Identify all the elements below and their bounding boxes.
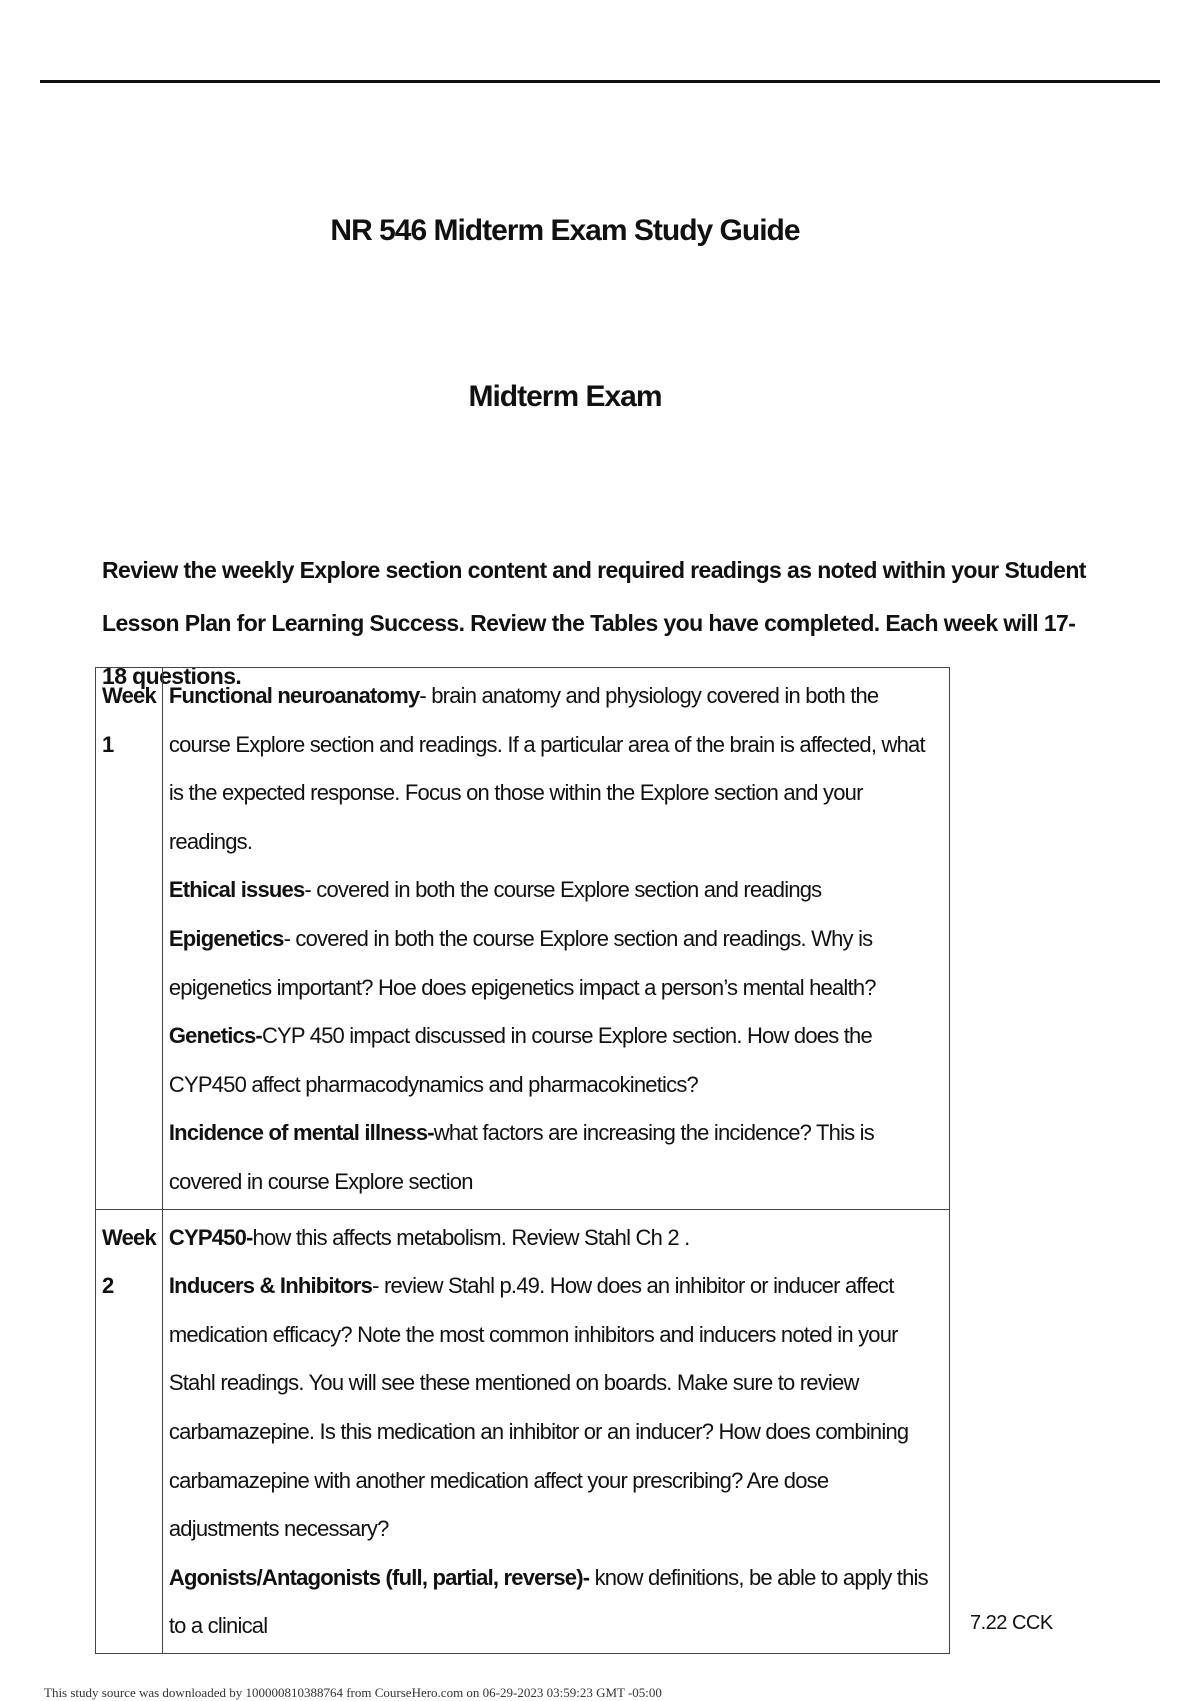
topic-entry: [169, 866, 943, 915]
topic-term: Agonists/Antagonists (full, partial, reverse)-: [168, 1564, 590, 1590]
topic-entry: [169, 1214, 943, 1263]
topic-separator: -: [419, 683, 432, 708]
topic-separator: -: [283, 925, 296, 951]
topic-description: covered in both the course Explore section and readings: [316, 877, 822, 903]
topic-separator: -: [304, 877, 317, 903]
weekly-topics-table: [95, 667, 950, 1654]
topic-entry: [169, 672, 943, 866]
topic-description: know definitions, be able to apply this to a clinical: [168, 1564, 928, 1639]
topic-description: review Stahl p.49. How does an inhibitor or inducer affect medication efficacy? Note the most common inhibitors and inducers noted in your Stahl readings. You will see these mentioned on boards. Make sure to review carbamazepine. Is this medication an inhibitor or an inducer? How does combining carbamazepine with another medication affect your prescribing? Are dose adjustments necessary?: [168, 1273, 909, 1542]
topic-term: Inducers & Inhibitors: [168, 1273, 373, 1299]
topic-term: Incidence of mental illness-: [168, 1120, 434, 1146]
week-content: [162, 1209, 949, 1653]
topic-description: what factors are increasing the incidence? This is covered in course Explore section: [168, 1120, 874, 1194]
week-row: [96, 1209, 950, 1653]
week-row: [96, 668, 950, 1210]
topic-entry: [169, 1012, 943, 1109]
topic-description: brain anatomy and physiology covered in both the course Explore section and readings. If a particular area of the brain is affected, what is the expected response. Focus on those within the Explore section and your readings.: [168, 683, 925, 854]
topic-separator: -: [372, 1273, 384, 1299]
topic-term: CYP450-: [168, 1224, 253, 1250]
week-label: Week 2: [96, 1209, 163, 1653]
document-subtitle: Midterm Exam: [468, 380, 662, 413]
topic-description: CYP 450 impact discussed in course Explore section. How does the CYP450 affect pharmacodynamics and pharmacokinetics?: [168, 1023, 872, 1097]
topic-term: Epigenetics: [168, 925, 284, 951]
document-title: NR 546 Midterm Exam Study Guide: [330, 214, 800, 247]
topic-entry: [169, 1109, 943, 1206]
topic-term: Functional neuroanatomy: [168, 683, 420, 708]
topic-term: Genetics-: [168, 1023, 262, 1049]
topic-entry: [169, 1262, 943, 1554]
top-rule: [40, 80, 1160, 83]
source-line: This study source was downloaded by 100000810388764 from CourseHero.com on 06-29-2023 03:59:23 GMT -05:00: [44, 1685, 662, 1700]
week-label: Week 1: [96, 668, 163, 1210]
topic-description: covered in both the course Explore section and readings. Why is epigenetics important? Hoe does epigenetics impact a person’s mental health?: [168, 925, 876, 1000]
topic-term: Ethical issues: [168, 877, 305, 903]
week-content: [162, 668, 949, 1210]
intro-paragraph: Review the weekly Explore section content and required readings as noted within your Student Lesson Plan for Learning Success. Review the Tables you have completed. Each week will 17-18 questions.: [102, 557, 1086, 689]
footer-code: 7.22 CCK: [970, 1612, 1053, 1634]
topic-description: how this affects metabolism. Review Stahl Ch 2 .: [252, 1224, 690, 1250]
topic-entry: [169, 915, 943, 1012]
topic-entry: [169, 1554, 943, 1651]
